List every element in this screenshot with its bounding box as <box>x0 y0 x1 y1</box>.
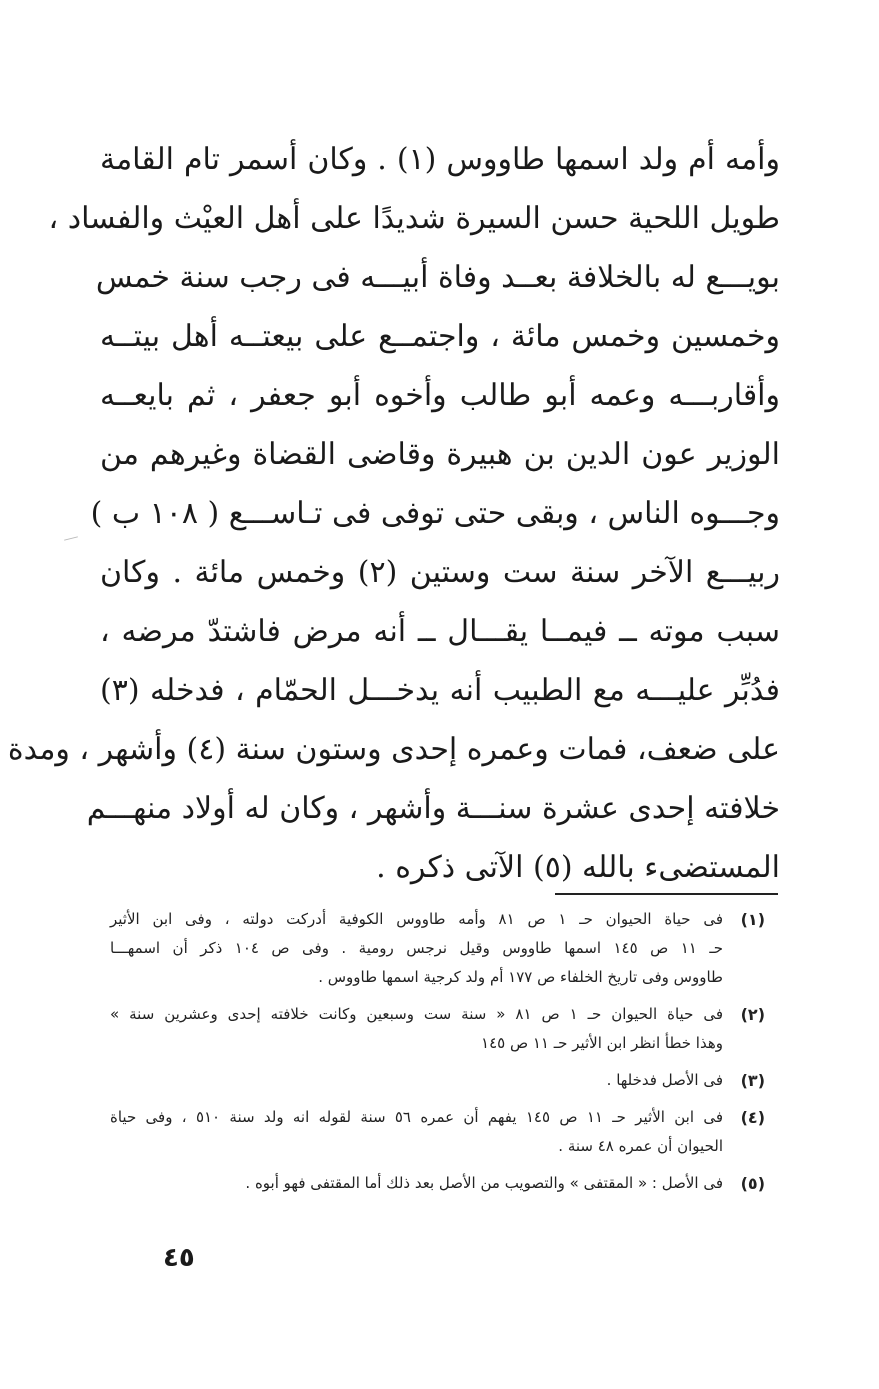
footnote-line: فى حياة الحيوان حـ ١ ص ٨١ وأمه طاووس الكوفية أدركت دولته ، وفى ابن الأثير <box>110 910 723 928</box>
margin-mark <box>64 536 78 540</box>
text-line: وجـــوه الناس ، وبقى حتى توفى فى تـاســـع ( ١٠٨ ب ) <box>90 496 780 531</box>
footnote-line: فى حياة الحيوان حـ ١ ص ٨١ « سنة ست وسبعين وكانت خلافته إحدى وعشرين سنة » <box>110 1005 723 1023</box>
text-line: خلافته إحدى عشرة سنـــة وأشهر ، وكان له أولاد منهـــم <box>86 791 780 826</box>
footnote-number: (٤) <box>740 1108 765 1127</box>
text-line: ربيـــع الآخر سنة ست وستين (٢) وخمس مائة . وكان <box>100 555 781 590</box>
main-text-block <box>7 130 781 897</box>
footnote-line: فى ابن الأثير حـ ١١ ص ١٤٥ يفهم أن عمره ٥٦ سنة لقوله انه ولد سنة ٥١٠ ، وفى حياة <box>110 1108 723 1126</box>
footnote-number: (٥) <box>740 1174 765 1193</box>
text-line: سبب موته ــ فيمــا يقـــال ــ أنه مرض فاشتدّ مرضه ، <box>100 614 780 649</box>
footnote-5 <box>110 1169 765 1198</box>
text-line: المستضىء بالله (٥) الآتى ذكره . <box>376 850 780 885</box>
footnote-line: حـ ١١ ص ١٤٥ اسمها طاووس وقيل نرجس رومية . وفى ص ١٠٤ ذكر أن اسمهـــا <box>110 939 723 957</box>
footnote-divider <box>555 893 778 895</box>
text-line: وأقاربـــه وعمه أبو طالب وأخوه أبو جعفر ، ثم بايعــه <box>100 378 780 413</box>
text-line: فدُبِّر عليـــه مع الطبيب أنه يدخـــل الحمّام ، فدخله (٣) <box>100 673 780 708</box>
text-line: على ضعف، فمات وعمره إحدى وستون سنة (٤) وأشهر ، ومدة <box>7 732 780 767</box>
footnote-body <box>110 905 723 992</box>
page-number: ٤٥ <box>163 1243 195 1273</box>
text-line: طويل اللحية حسن السيرة شديدًا على أهل العيْث والفساد ، <box>48 201 780 236</box>
footnote-body <box>110 1066 723 1095</box>
footnote-number: (١) <box>740 910 765 929</box>
footnote-1 <box>110 905 765 992</box>
text-line: وأمه أم ولد اسمها طاووس (١) . وكان أسمر تام القامة <box>100 142 780 177</box>
footnote-line: الحيوان أن عمره ٤٨ سنة . <box>558 1137 723 1155</box>
footnote-line: وهذا خطأ انظر ابن الأثير حـ ١١ ص ١٤٥ <box>481 1034 723 1052</box>
footnotes-section <box>110 905 765 1206</box>
footnote-3 <box>110 1066 765 1095</box>
footnote-body <box>110 1000 723 1058</box>
footnote-2 <box>110 1000 765 1058</box>
text-line: الوزير عون الدين بن هبيرة وقاضى القضاة وغيرهم من <box>100 437 780 472</box>
footnote-number: (٣) <box>740 1071 765 1090</box>
footnote-4 <box>110 1103 765 1161</box>
footnote-line: طاووس وفى تاريخ الخلفاء ص ١٧٧ أم ولد كرجية اسمها طاووس . <box>318 968 723 986</box>
footnote-line: فى الأصل : « المقتفى » والتصويب من الأصل بعد ذلك أما المقتفى فهو أبوه . <box>245 1174 723 1192</box>
footnote-body <box>110 1169 723 1198</box>
footnote-number: (٢) <box>740 1005 765 1024</box>
text-line: وخمسين وخمس مائة ، واجتمــع على بيعتــه أهل بيتــه <box>100 319 780 354</box>
footnote-body <box>110 1103 723 1161</box>
footnote-line: فى الأصل فدخلها . <box>606 1071 723 1089</box>
text-line: بويـــع له بالخلافة بعــد وفاة أبيـــه فى رجب سنة خمس <box>95 260 780 295</box>
